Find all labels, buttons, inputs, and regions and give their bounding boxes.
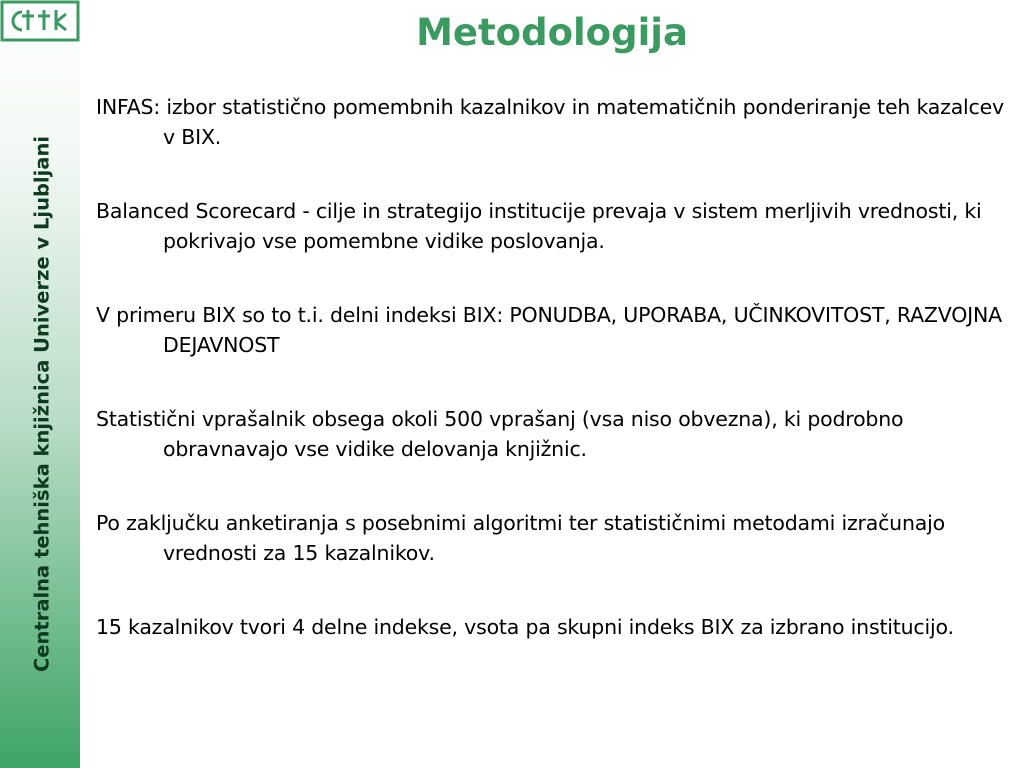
- paragraph: INFAS: izbor statistično pomembnih kazalnikov in matematičnih ponderiranje teh kazalcev v BIX.: [96, 95, 1004, 149]
- sidebar-band: [0, 0, 80, 768]
- paragraph: V primeru BIX so to t.i. delni indeksi BIX: PONUDBA, UPORABA, UČINKOVITOST, RAZVOJNA DEJAVNOST: [96, 303, 1002, 357]
- slide-title: Metodologija: [416, 11, 688, 54]
- slide-content: [96, 92, 1006, 686]
- paragraph: 15 kazalnikov tvori 4 delne indekse, vsota pa skupni indeks BIX za izbrano institucijo.: [96, 615, 954, 639]
- paragraph: Po zaključku anketiranja s posebnimi algoritmi ter statističnimi metodami izračunajo vrednosti za 15 kazalnikov.: [96, 511, 945, 565]
- ctk-logo-icon: [0, 0, 80, 44]
- institution-name: Centralna tehniška knjižnica Univerze v Ljubljani: [30, 135, 54, 673]
- paragraph: Statistični vprašalnik obsega okoli 500 vprašanj (vsa niso obvezna), ki podrobno obravnavajo vse vidike delovanja knjižnic.: [96, 407, 904, 461]
- paragraph: Balanced Scorecard - cilje in strategijo institucije prevaja v sistem merljivih vrednosti, ki pokrivajo vse pomembne vidike poslovanja.: [96, 199, 982, 253]
